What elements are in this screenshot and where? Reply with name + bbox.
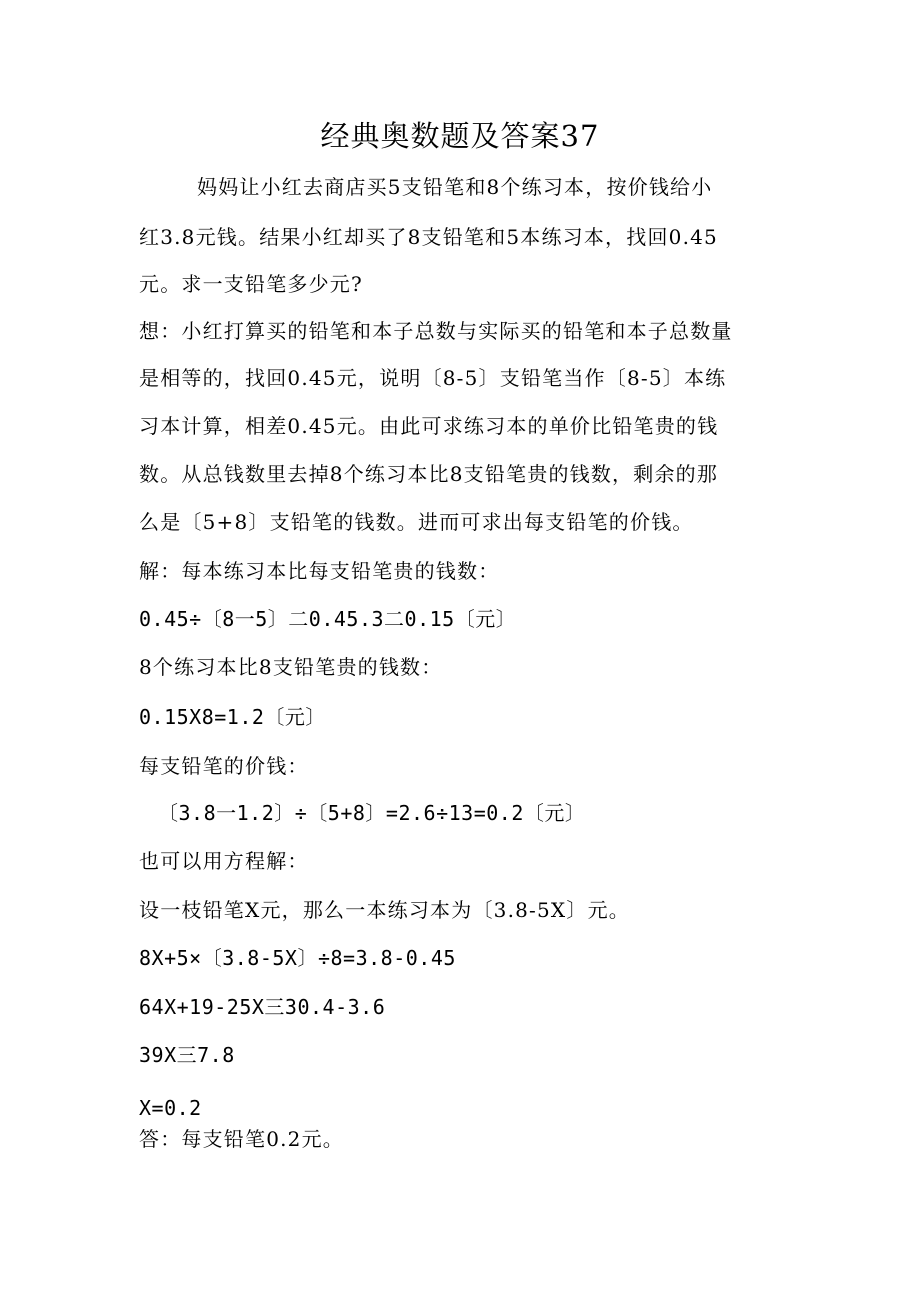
thinking-line-3: 习本计算，相差0.45元。由此可求练习本的单价比铅笔贵的钱 bbox=[139, 414, 719, 438]
document-title: 经典奥数题及答案37 bbox=[320, 119, 600, 153]
solution-line-2: 0.45÷〔8一5〕二0.45.3二0.15〔元〕 bbox=[139, 607, 517, 631]
answer-line: 答：每支铅笔0.2元。 bbox=[139, 1127, 345, 1151]
problem-line-1: 妈妈让小红去商店买5支铅笔和8个练习本，按价钱给小 bbox=[197, 175, 713, 199]
problem-line-3: 元。求一支铅笔多少元? bbox=[139, 272, 363, 296]
solution-line-4: 0.15X8=1.2〔元〕 bbox=[139, 705, 326, 729]
thinking-line-5: 么是〔5+8〕支铅笔的钱数。进而可求出每支铅笔的价钱。 bbox=[139, 510, 694, 534]
solution-line-5: 每支铅笔的价钱： bbox=[139, 754, 309, 778]
solution-line-10: 64X+19-25X三30.4-3.6 bbox=[139, 995, 386, 1019]
solution-line-1: 解：每本练习本比每支铅笔贵的钱数： bbox=[139, 559, 500, 583]
solution-line-12: X=0.2 bbox=[139, 1096, 202, 1120]
solution-line-6: 〔3.8一1.2〕÷〔5+8〕=2.6÷13=0.2〔元〕 bbox=[158, 801, 586, 825]
solution-line-9: 8X+5×〔3.8-5X〕÷8=3.8-0.45 bbox=[139, 946, 456, 970]
solution-line-7: 也可以用方程解： bbox=[139, 849, 309, 873]
solution-line-8: 设一枝铅笔X元，那么一本练习本为〔3.8-5X〕元。 bbox=[139, 898, 630, 922]
solution-line-11: 39X三7.8 bbox=[139, 1043, 235, 1067]
thinking-line-2: 是相等的，找回0.45元，说明〔8-5〕支铅笔当作〔8-5〕本练 bbox=[139, 366, 727, 390]
solution-line-3: 8个练习本比8支铅笔贵的钱数： bbox=[139, 655, 443, 679]
thinking-line-1: 想：小红打算买的铅笔和本子总数与实际买的铅笔和本子总数量 bbox=[139, 319, 733, 343]
thinking-line-4: 数。从总钱数里去掉8个练习本比8支铅笔贵的钱数，剩余的那 bbox=[139, 462, 719, 486]
problem-line-2: 红3.8元钱。结果小红却买了8支铅笔和5本练习本，找回0.45 bbox=[139, 225, 718, 249]
